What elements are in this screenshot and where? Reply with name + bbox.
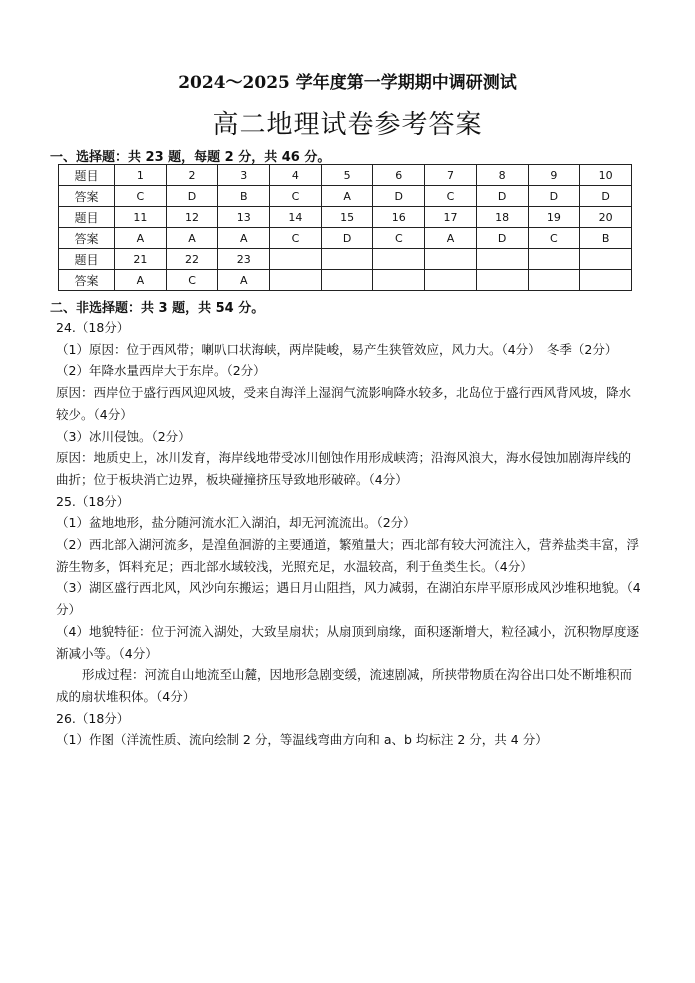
- q24-part2: （2）年降水量西岸大于东岸。（2分）: [56, 363, 266, 379]
- question-number-cell: 7: [425, 165, 477, 186]
- answer-cell: [425, 270, 477, 291]
- answer-cell: A: [218, 270, 270, 291]
- question-number-row: [59, 207, 632, 228]
- document-title: 高二地理试卷参考答案: [212, 110, 483, 140]
- q26-part1: （1）作图（洋流性质、流向绘制 2 分，等温线弯曲方向和 a、b 均标注 2 分，共 4 分）: [56, 732, 548, 748]
- answer-cell: D: [166, 186, 218, 207]
- question-number-row: [59, 165, 632, 186]
- question-number-cell: 9: [528, 165, 580, 186]
- question-number-cell: 23: [218, 249, 270, 270]
- question-number-cell: [580, 249, 632, 270]
- question-number-cell: 20: [580, 207, 632, 228]
- q24-part1: （1）原因：位于西风带；喇叭口状海峡，两岸陡峻，易产生狭管效应，风力大。（4分） 冬季（2分）: [56, 341, 618, 357]
- answer-cell: D: [580, 186, 632, 207]
- answer-cell: A: [115, 270, 167, 291]
- q25-part4-process: 形成过程：河流自山地流至山麓，因地形急剧变缓，流速剧减，所挟带物质在沟谷出口处不断堆积而成的扇状堆积体。（4分）: [56, 667, 633, 704]
- question-number-cell: 19: [528, 207, 580, 228]
- question-row-label: 题目: [59, 249, 115, 270]
- question-number-cell: 13: [218, 207, 270, 228]
- answer-cell: [270, 270, 322, 291]
- section-2-heading: 二、非选择题：共 3 题，共 54 分。: [50, 301, 265, 316]
- question-number-cell: 18: [476, 207, 528, 228]
- question-number-cell: 3: [218, 165, 270, 186]
- question-number-cell: 10: [580, 165, 632, 186]
- question-row-label: 题目: [59, 165, 115, 186]
- answer-body: [56, 317, 642, 751]
- answer-cell: A: [115, 228, 167, 249]
- q24-part3-reason: 原因：地质史上，冰川发育，海岸线地带受冰川刨蚀作用形成峡湾；沿海风浪大，海水侵蚀加剧海岸线的曲折；位于板块消亡边界，板块碰撞挤压导致地形破碎。（4分）: [56, 450, 632, 487]
- answer-row-label: 答案: [59, 270, 115, 291]
- exam-title: 2024～2025 学年度第一学期期中调研测试: [178, 73, 517, 93]
- answer-cell: C: [528, 228, 580, 249]
- answer-row: [59, 228, 632, 249]
- answer-cell: D: [321, 228, 373, 249]
- q25-part2: （2）西北部入湖河流多，是湟鱼洄游的主要通道，繁殖量大；西北部有较大河流注入，营养盐类丰富，浮游生物多，饵料充足；西北部水域较浅，光照充足，水温较高，利于鱼类生长。（4分）: [56, 537, 639, 574]
- answer-cell: [373, 270, 425, 291]
- question-number-cell: [528, 249, 580, 270]
- answer-cell: C: [166, 270, 218, 291]
- answer-cell: [528, 270, 580, 291]
- q25-part3: （3）湖区盛行西北风，风沙向东搬运；遇日月山阻挡，风力减弱，在湖泊东岸平原形成风沙堆积地貌。（4分）: [56, 580, 641, 618]
- question-row-label: 题目: [59, 207, 115, 228]
- q25-part4: （4）地貌特征：位于河流入湖处，大致呈扇状；从扇顶到扇缘，面积逐渐增大，粒径减小，沉积物厚度逐渐减小等。（4分）: [56, 623, 639, 661]
- question-number-cell: [321, 249, 373, 270]
- answer-cell: C: [373, 228, 425, 249]
- answer-cell: B: [580, 228, 632, 249]
- question-number-cell: 14: [270, 207, 322, 228]
- answer-cell: D: [373, 186, 425, 207]
- answer-cell: A: [166, 228, 218, 249]
- answer-row-label: 答案: [59, 186, 115, 207]
- answer-cell: B: [218, 186, 270, 207]
- q24-heading: 24.（18分）: [56, 320, 130, 335]
- answer-cell: D: [528, 186, 580, 207]
- question-number-cell: 1: [115, 165, 167, 186]
- question-number-cell: 2: [166, 165, 218, 186]
- answer-cell: C: [270, 186, 322, 207]
- answer-row-label: 答案: [59, 228, 115, 249]
- answer-table: [58, 164, 632, 291]
- question-number-cell: 8: [476, 165, 528, 186]
- answer-cell: D: [476, 228, 528, 249]
- answer-cell: D: [476, 186, 528, 207]
- question-number-cell: 15: [321, 207, 373, 228]
- answer-cell: A: [425, 228, 477, 249]
- question-number-cell: [373, 249, 425, 270]
- answer-cell: C: [270, 228, 322, 249]
- answer-cell: C: [425, 186, 477, 207]
- question-number-cell: 4: [270, 165, 322, 186]
- section-1-heading: 一、选择题：共 23 题，每题 2 分，共 46 分。: [50, 150, 331, 165]
- question-number-cell: 5: [321, 165, 373, 186]
- answer-row: [59, 270, 632, 291]
- question-number-cell: 16: [373, 207, 425, 228]
- answer-cell: [476, 270, 528, 291]
- question-number-cell: [476, 249, 528, 270]
- question-number-cell: 6: [373, 165, 425, 186]
- q24-part3: （3）冰川侵蚀。（2分）: [56, 428, 191, 444]
- answer-cell: [321, 270, 373, 291]
- question-number-cell: 12: [166, 207, 218, 228]
- question-number-cell: 21: [115, 249, 167, 270]
- answer-cell: C: [115, 186, 167, 207]
- q25-heading: 25.（18分）: [56, 493, 130, 509]
- q26-heading: 26.（18分）: [56, 710, 130, 726]
- question-number-cell: 22: [166, 249, 218, 270]
- question-number-cell: [270, 249, 322, 270]
- question-number-cell: [425, 249, 477, 270]
- q24-part2-reason: 原因：西岸位于盛行西风迎风坡，受来自海洋上湿润气流影响降水较多，北岛位于盛行西风背风坡，降水较少。（4分）: [56, 385, 632, 422]
- answer-cell: A: [218, 228, 270, 249]
- answer-cell: [580, 270, 632, 291]
- question-number-cell: 11: [115, 207, 167, 228]
- answer-cell: A: [321, 186, 373, 207]
- answer-row: [59, 186, 632, 207]
- question-number-row: [59, 249, 632, 270]
- q25-part1: （1）盆地地形，盐分随河流水汇入湖泊，却无河流流出。（2分）: [56, 515, 416, 531]
- question-number-cell: 17: [425, 207, 477, 228]
